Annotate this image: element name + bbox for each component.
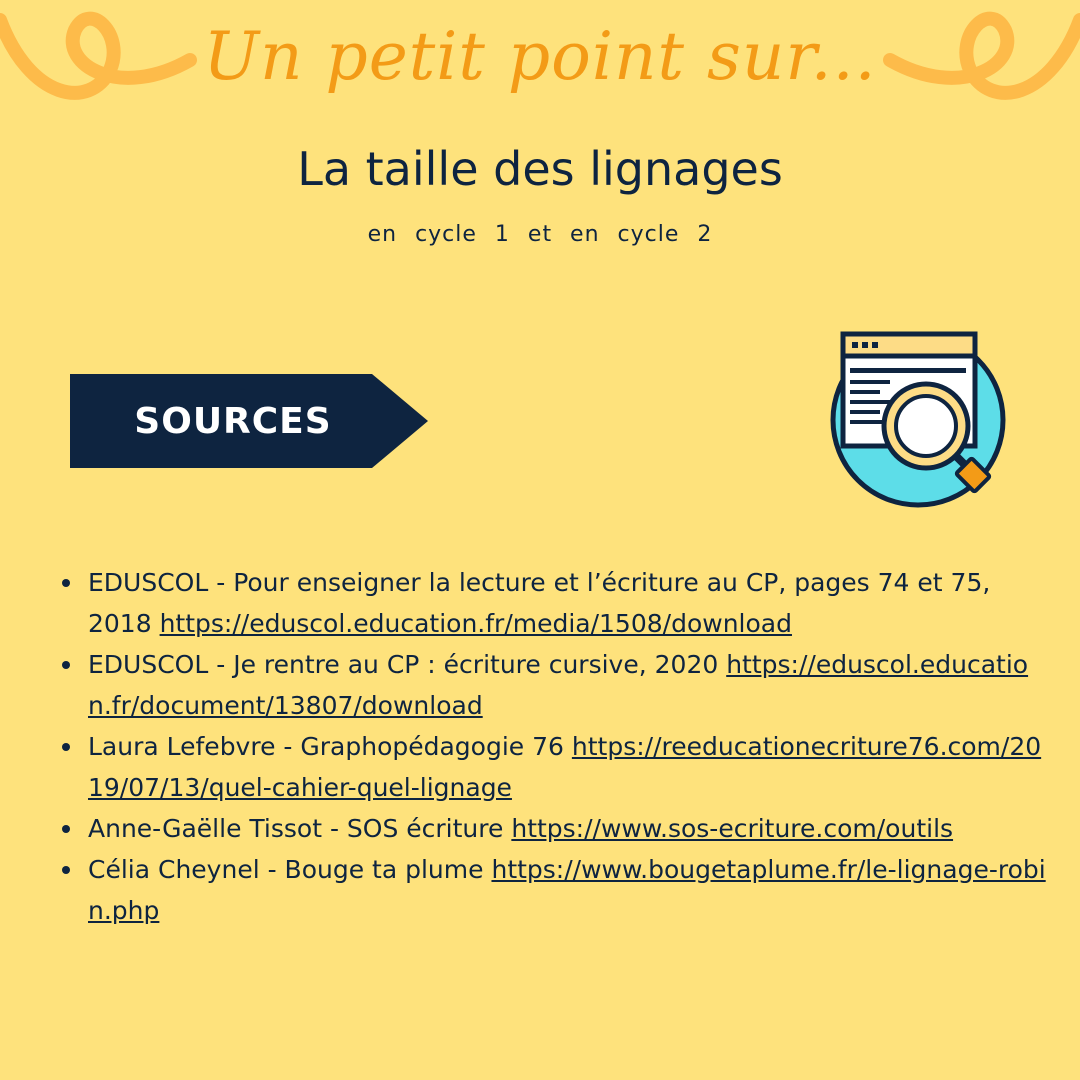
list-item	[58, 726, 1048, 808]
source-text: Anne-Gaëlle Tissot - SOS écriture	[88, 814, 504, 843]
browser-search-magnifier-icon	[826, 328, 1016, 518]
sources-heading: SOURCES	[134, 400, 332, 442]
list-item	[58, 644, 1048, 726]
source-link[interactable]: https://eduscol.education.fr/media/1508/download	[159, 609, 792, 638]
source-text: EDUSCOL - Je rentre au CP : écriture cursive, 2020	[88, 650, 719, 679]
list-item	[58, 849, 1048, 931]
source-link[interactable]: https://www.sos-ecriture.com/outils	[511, 814, 954, 843]
source-text: Laura Lefebvre - Graphopédagogie 76	[88, 732, 564, 761]
source-link[interactable]: https://www.bougetaplume.fr/le-lignage-robin.php	[88, 855, 1046, 925]
sources-banner	[70, 374, 428, 468]
source-link[interactable]: https://eduscol.education.fr/document/13807/download	[88, 650, 1029, 720]
sources-list	[58, 562, 1048, 931]
list-item	[58, 562, 1048, 644]
page-title: La taille des lignages	[297, 142, 783, 196]
source-text: EDUSCOL - Pour enseigner la lecture et l’écriture au CP, pages 74 et 75, 2018	[88, 568, 991, 638]
script-title: Un petit point sur...	[203, 18, 877, 95]
page-subtitle: en cycle 1 et en cycle 2	[367, 222, 713, 247]
source-link[interactable]: https://reeducationecriture76.com/2019/07/13/quel-cahier-quel-lignage	[88, 732, 1042, 802]
list-item	[58, 808, 1048, 849]
source-text: Célia Cheynel - Bouge ta plume	[88, 855, 484, 884]
